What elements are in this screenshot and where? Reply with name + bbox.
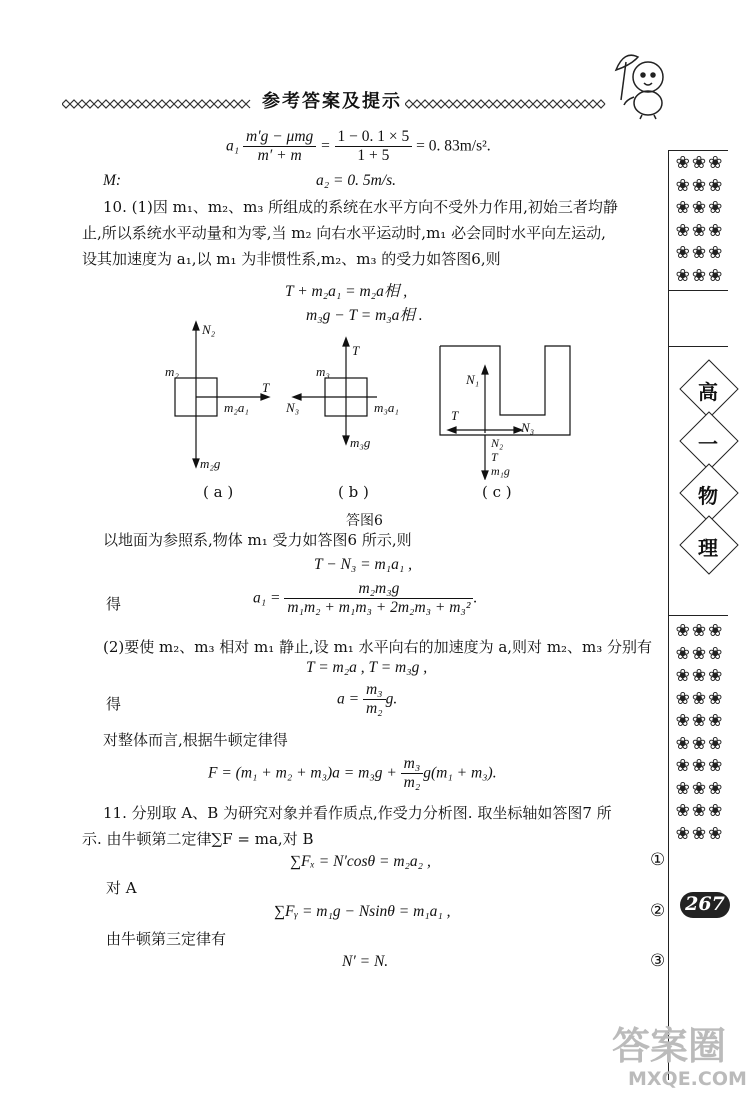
sidebar-hline-1 <box>668 150 728 151</box>
fig-b-t: T <box>352 343 360 358</box>
eq9-den: m₂ <box>403 774 421 791</box>
watermark-logo: 答案圈 <box>612 1024 727 1068</box>
p10-line-1: 10. (1)因 m₁、m₂、m₃ 所组成的系统在水平方向不受外力作用,初始三者均静 <box>103 198 618 216</box>
eq1-fraction-1 <box>243 128 316 165</box>
equation-7: T = m₂a , T = m₃g , <box>306 659 428 676</box>
fig-c-t: T <box>451 408 459 423</box>
equation-8 <box>337 681 397 718</box>
p2-line: (2)要使 m₂、m₃ 相对 m₁ 静止,设 m₁ 水平向右的加速度为 a,则对 m₂、m₃ 分别有 <box>103 638 653 656</box>
eq9-fraction <box>401 755 424 792</box>
fig-a-ma: m₂a₁ <box>224 400 249 415</box>
m-label: M: <box>103 172 122 189</box>
fig-b-ma: m₃a₁ <box>374 400 399 415</box>
fig-b-g: m₃g <box>350 435 371 450</box>
p-dui-a: 对 A <box>106 879 137 897</box>
fig-c-t2: T <box>491 450 498 464</box>
eq8-tail: g. <box>385 690 398 708</box>
figure-caption: 答图6 <box>346 513 383 529</box>
equation-3: T + m₂a₁ = m₂a相 , <box>285 283 408 300</box>
eq9-tail: g(m₁ + m₃). <box>423 764 497 782</box>
eq9-lhs: F = (m₁ + m₂ + m₃)a = m₃g + <box>208 764 397 782</box>
fig-c-g: m₁g <box>491 464 510 478</box>
eq1-lhs: a₁ <box>226 137 240 155</box>
eq6-fraction <box>284 580 473 617</box>
sidebar-hline-4 <box>668 615 728 616</box>
equation-5: T − N₃ = m₁a₁ , <box>314 556 412 573</box>
watermark-url: MXQE.COM <box>628 1068 747 1090</box>
sidebar-flowers-top: ❀❀❀ ❀❀❀ ❀❀❀ ❀❀❀ ❀❀❀ ❀❀❀ <box>675 153 725 286</box>
header-title: 参考答案及提示 <box>262 91 402 112</box>
p11-line-2: 示. 由牛顿第二定律∑F = ma,对 B <box>82 830 314 848</box>
eq6-num: m₂m₃g <box>284 580 473 599</box>
p-ground: 以地面为参照系,物体 m₁ 受力如答图6 所示,则 <box>103 531 412 549</box>
mascot-illustration <box>606 45 676 120</box>
fig-a-m2: m₂ <box>165 364 179 379</box>
figure-a <box>150 318 280 478</box>
header-ornament-left <box>62 94 252 104</box>
eq8-lhs: a = <box>337 690 360 708</box>
sidebar-flowers-bottom: ❀❀❀ ❀❀❀ ❀❀❀ ❀❀❀ ❀❀❀ ❀❀❀ ❀❀❀ ❀❀❀ ❀❀❀ ❀❀❀ <box>675 621 725 844</box>
marker-1: ① <box>650 850 666 870</box>
eq1-den1: m′ + m <box>257 147 302 164</box>
fig-c-label: ( c ) <box>482 483 512 501</box>
equation-1: a₁ $\frac{\text{m′g − μmg}}{m' + m}$ = $\frac{1 - 0. 1 \times 5}{1 + 5}$ = 0. 83m/s². <box>226 128 491 164</box>
fig-a-n2: N₂ <box>202 322 216 337</box>
p11-line-1: 11. 分别取 A、B 为研究对象并看作质点,作受力分析图. 取坐标轴如答图7 所 <box>103 804 612 822</box>
subject-char-2: 一 <box>698 432 718 456</box>
eq8-fraction <box>363 681 386 718</box>
subject-char-1: 高 <box>698 380 718 404</box>
eq6-den: m₁m₂ + m₁m₃ + 2m₂m₃ + m₃² <box>287 599 471 616</box>
subject-char-3: 物 <box>698 484 718 508</box>
sidebar-hline-2 <box>668 290 728 291</box>
equation-12: N′ = N. <box>342 953 389 970</box>
subject-char-4: 理 <box>698 536 718 560</box>
equation-6: a₁ = $\frac{\text{m₂m₃g}}{\text{m₁m₂ + m₁m₃ + 2m₂m₃ + m₃²}}$ . <box>253 580 478 616</box>
header-ornament-right <box>405 94 610 104</box>
fig-a-label: ( a ) <box>203 483 234 501</box>
fig-b-m3: m₃ <box>316 364 330 379</box>
fig-a-g: m₂g <box>200 456 221 471</box>
fig-c-n3: N₃ <box>521 420 535 435</box>
fig-c-n1: N₁ <box>466 372 480 387</box>
eq1-num2: 1 − 0. 1 × 5 <box>335 128 413 147</box>
de-2: 得 <box>106 695 122 713</box>
marker-3: ③ <box>650 951 666 971</box>
eq6-lhs: a₁ = <box>253 589 281 607</box>
sidebar-hline-3 <box>668 346 728 347</box>
p-third-law: 由牛顿第三定律有 <box>106 930 227 948</box>
de-1: 得 <box>106 595 122 613</box>
page-number: 267 <box>685 893 725 915</box>
equation-9 <box>208 755 497 792</box>
equation-11: ∑Fᵧ = m₁g − Nsinθ = m₁a₁ , <box>274 903 451 920</box>
fig-a-t: T <box>262 380 270 395</box>
marker-2: ② <box>650 901 666 921</box>
eq1-fraction-2 <box>335 128 413 165</box>
eq8-num: m₃ <box>363 681 386 700</box>
fig-c-n2: N₂ <box>491 436 504 450</box>
equation-2: a₂ = 0. 5m/s. <box>316 172 397 189</box>
equation-4: m₃g − T = m₃a相 . <box>306 307 423 324</box>
eq1-num1: m′g − μmg <box>243 128 316 147</box>
eq9-num: m₃ <box>401 755 424 774</box>
fig-b-label: ( b ) <box>338 483 369 501</box>
eq8-den: m₂ <box>365 700 383 717</box>
equation-10: ∑Fₓ = N′cosθ = m₂a₂ , <box>290 853 431 870</box>
p10-line-3: 设其加速度为 a₁,以 m₁ 为非惯性系,m₂、m₃ 的受力如答图6,则 <box>82 250 501 268</box>
p10-line-2: 止,所以系统水平动量和为零,当 m₂ 向右水平运动时,m₁ 必会同时水平向左运动, <box>82 224 606 242</box>
eq1-result: = 0. 83m/s². <box>416 137 491 155</box>
p-whole: 对整体而言,根据牛顿定律得 <box>103 731 288 749</box>
eq1-den2: 1 + 5 <box>357 147 390 164</box>
fig-b-n3: N₃ <box>286 400 300 415</box>
